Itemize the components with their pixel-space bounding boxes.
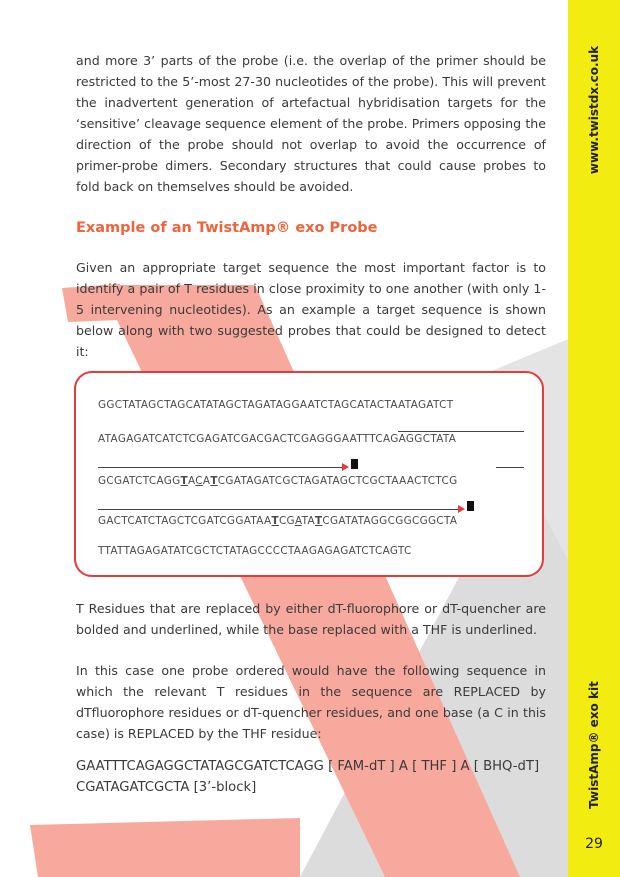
quencher-block-2-icon (467, 501, 474, 511)
seq4-thf-a: A (294, 515, 302, 527)
seq3-thf-c: C (195, 475, 203, 487)
probe-1-top-line (398, 431, 524, 432)
page-number: 29 (585, 836, 603, 852)
section-heading: Example of an TwistAmp® exo Probe (76, 220, 378, 236)
sequence-line-4 (98, 515, 457, 527)
seq3-part-g: CGATAGATCGCTAGATAGCTCGCTAAACTCTCG (217, 475, 458, 487)
seq3-part-c: A (187, 475, 196, 487)
x-salmon-bottom-bar (30, 818, 300, 877)
intro-paragraph: and more 3’ parts of the probe (i.e. the overlap of the primer should be restricted to the 5’-most 27-30 nucleotides of the probe). This will prevent the inadvertent generation of artefactual hybridisation targets for the ‘sensitive’ cleavage sequence element of the probe. Primers opposing the direction of the probe should not overlap to avoid the occurrence of primer-probe dimers. Secondary structures that could cause probes to fold back on themselves should be avoided. (76, 53, 546, 194)
example-paragraph: Given an appropriate target sequence the most important factor is to identify a pair of T residues in close proximity to one another (with only 1-5 intervening nucleotides). As an example a target sequence is shown below along with two suggested probes that could be designed to detect it: (76, 260, 546, 359)
seq4-bhq-t: T (314, 515, 323, 527)
sequence-line-5: TTATTAGAGATATCGCTCTATAGCCCCTAAGAGAGATCTCAGTC (98, 545, 412, 557)
seq4-part-a: GACTCATCTAGCTCGATCGGATAA (98, 515, 272, 527)
product-name: TwistAmp® exo kit (587, 681, 601, 809)
probe-2-start-line (496, 467, 524, 468)
main-content (76, 50, 546, 362)
website-url[interactable]: www.twistdx.co.uk (587, 45, 601, 175)
seq3-fam-t: T (180, 475, 188, 487)
seq4-part-c: CG (278, 515, 295, 527)
sequence-box (74, 371, 544, 577)
seq3-part-e: A (202, 475, 211, 487)
lower-content (76, 598, 546, 798)
sequence-line-1: GGCTATAGCTAGCATATAGCTAGATAGGAATCTAGCATACTAATAGATCT (98, 399, 454, 411)
case-paragraph: In this case one probe ordered would have the following sequence in which the relevant T residues in the sequence are REPLACED by dTfluorophore residues or dT-quencher residues, and one base (a C in this case) is REPLACED by the THF residue: (76, 663, 546, 741)
fluorophore-arrow-2-icon (458, 505, 465, 513)
seq3-bhq-t: T (210, 475, 218, 487)
seq4-fam-t: T (271, 515, 279, 527)
fluorophore-arrow-icon (342, 463, 349, 471)
probe-1-line (98, 467, 342, 468)
probe-sequence: GAATTTCAGAGGCTATAGCGATCTCAGG [ FAM-dT ] A [ THF ] A [ BHQ-dT] CGATAGATCGCTA [3’-block] (76, 759, 540, 795)
seq4-part-g: CGATATAGGCGGCGGCTA (322, 515, 458, 527)
seq4-part-e: TA (301, 515, 315, 527)
sequence-line-3 (98, 475, 458, 487)
quencher-block-icon (351, 459, 358, 469)
residues-paragraph: T Residues that are replaced by either dT-fluorophore or dT-quencher are bolded and underlined, while the base replaced with a THF is underlined. (76, 601, 546, 637)
seq3-part-a: GCGATCTCAGG (98, 475, 181, 487)
probe-2-line (98, 509, 458, 510)
sequence-line-2: ATAGAGATCATCTCGAGATCGACGACTCGAGGGAATTTCAGAGGCTATA (98, 433, 457, 445)
